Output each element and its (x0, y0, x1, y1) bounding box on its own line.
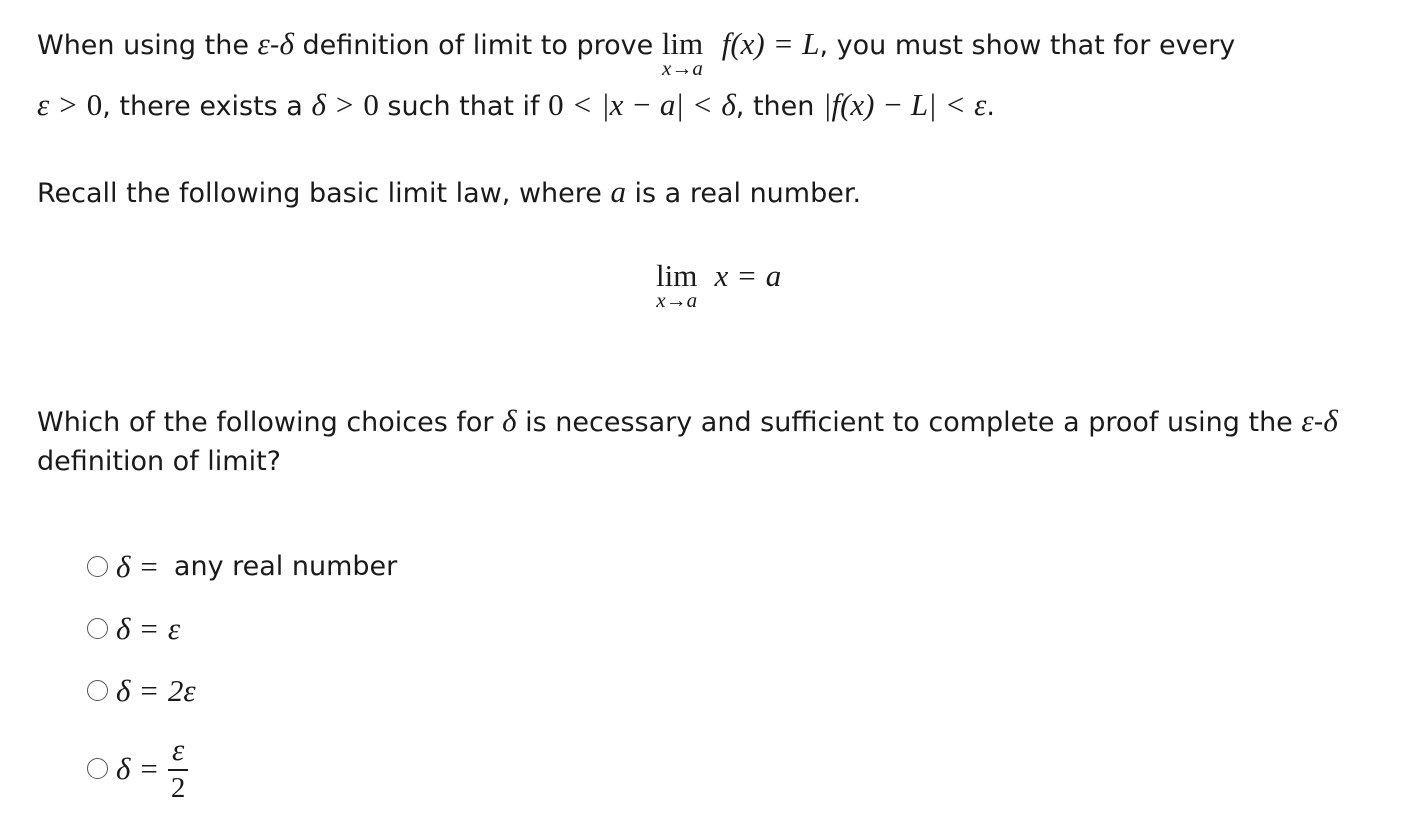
equals-sign: = (140, 750, 158, 786)
choice-value: 2ε (167, 673, 196, 708)
lim-word: lim (656, 258, 698, 293)
choice-option-3[interactable] (87, 675, 196, 706)
definition-line-2 (37, 89, 995, 120)
question-text-3: definition of limit? (37, 446, 282, 477)
function-fx: f(x) (721, 26, 765, 61)
radio-button[interactable] (87, 758, 108, 779)
less-than-sign: < (573, 87, 592, 122)
lim-subscript: x→a (662, 56, 703, 80)
choice-text: any real number (173, 551, 398, 582)
limit-law-equation (656, 258, 782, 312)
variable-a: a (765, 258, 782, 293)
equals-sign: = (140, 549, 158, 584)
zero-value: 0 (86, 87, 103, 122)
variable-a: a (610, 174, 626, 209)
choice-option-4[interactable] (87, 734, 188, 803)
dash-text: - (1313, 407, 1324, 438)
choice-option-1[interactable] (87, 551, 397, 582)
fraction-denominator: 2 (170, 771, 186, 804)
definition-text: definition of limit to prove (293, 30, 662, 61)
choice-value: ε (167, 611, 181, 646)
abs-fx-minus-L: |f(x) − L| (822, 87, 937, 122)
real-number-text: is a real number. (625, 178, 862, 209)
choice-option-2[interactable] (87, 613, 180, 644)
equals-sign: = (774, 26, 793, 61)
delta-symbol: δ (116, 673, 131, 708)
variable-x: x (714, 258, 729, 293)
limit-expression (661, 26, 704, 80)
delta-symbol: δ (279, 26, 294, 61)
epsilon-symbol: ε (1301, 403, 1314, 438)
abs-x-minus-a: |x − a| (601, 87, 684, 122)
recall-line (37, 176, 861, 207)
then-text: , then (735, 91, 823, 122)
lim-subscript: x→a (656, 288, 698, 312)
greater-than-sign: > (59, 87, 77, 122)
fraction (168, 734, 189, 803)
question-text-2: is necessary and sufficient to complete a proof using the (516, 407, 1302, 438)
intro-text: When using the (37, 30, 258, 61)
exists-text: , there exists a (102, 91, 312, 122)
delta-symbol: δ (502, 403, 517, 438)
recall-text: Recall the following basic limit law, where (37, 178, 611, 209)
zero-value: 0 (363, 87, 379, 122)
delta-symbol: δ (721, 87, 736, 122)
less-than-sign: < (693, 87, 712, 122)
radio-button[interactable] (87, 618, 108, 639)
delta-symbol: δ (1323, 403, 1338, 438)
question-line-2 (37, 448, 281, 475)
question-line-1 (37, 405, 1338, 436)
radio-button[interactable] (87, 680, 108, 701)
greater-than-sign: > (335, 87, 354, 122)
delta-symbol: δ (116, 750, 131, 786)
limit-L: L (802, 26, 820, 61)
delta-symbol: δ (116, 611, 131, 646)
show-text: , you must show that for every (819, 30, 1236, 61)
fraction-bar (168, 769, 189, 771)
limit-expression (656, 258, 698, 312)
delta-symbol: δ (311, 87, 326, 122)
radio-button[interactable] (87, 556, 108, 577)
delta-symbol: δ (116, 549, 131, 584)
epsilon-symbol: ε (257, 26, 270, 61)
period-text: . (986, 91, 995, 122)
less-than-sign: < (946, 87, 965, 122)
equals-sign: = (738, 258, 756, 293)
equals-sign: = (140, 673, 158, 708)
dash-text: - (269, 30, 280, 61)
lim-word: lim (661, 26, 704, 61)
such-that-text: such that if (378, 91, 549, 122)
question-text: Which of the following choices for (37, 407, 503, 438)
equals-sign: = (140, 611, 158, 646)
fraction-numerator: ε (172, 732, 185, 767)
epsilon-symbol: ε (974, 87, 987, 122)
zero-value: 0 (548, 87, 564, 122)
definition-line-1 (37, 26, 1236, 80)
epsilon-symbol: ε (37, 87, 50, 122)
